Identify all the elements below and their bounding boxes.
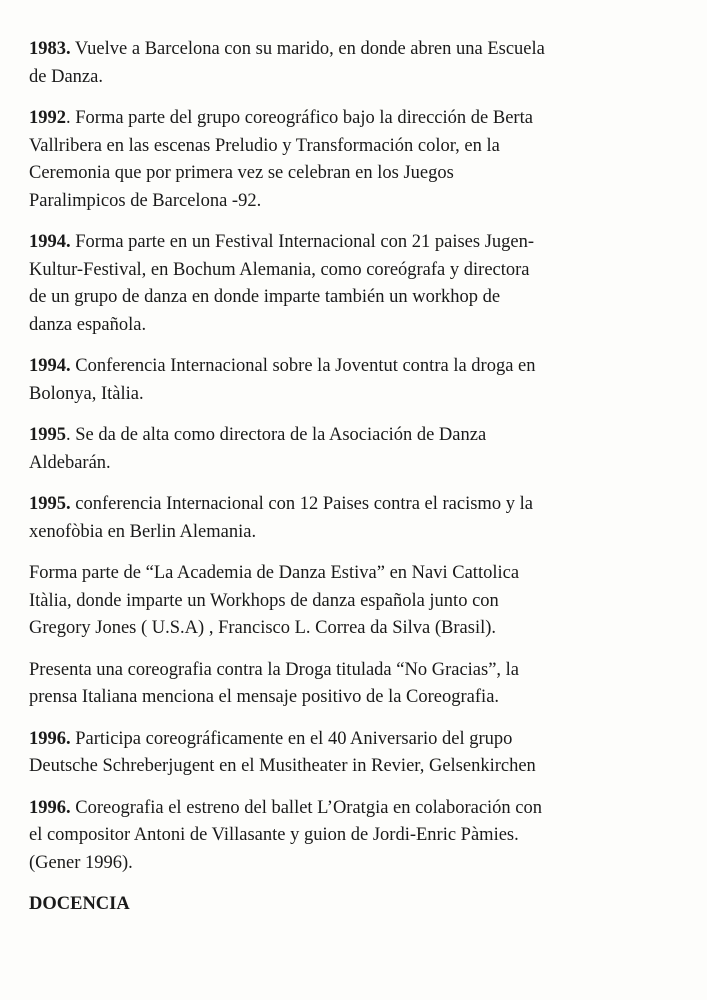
entry-year: 1996. (29, 797, 71, 818)
entry-text: . Se da de alta como directora de la Asociación de Danza Aldebarán. (29, 425, 487, 473)
entry-year: 1994. (29, 356, 71, 376)
entry-year: 1992 (29, 108, 66, 128)
entry-year: 1995 (29, 425, 66, 445)
entry-text: conferencia Internacional con 12 Paises contra el racismo y la xenofòbia en Berlin Alemania. (29, 494, 533, 542)
entry-1983 (29, 36, 679, 91)
entry-year: 1983. (29, 39, 71, 59)
entry-1995-conference (29, 491, 679, 546)
entry-1995-association (29, 422, 679, 477)
entry-1996-aniversario (29, 726, 679, 781)
entry-1996-oratgia (29, 795, 679, 878)
entry-1994-conference (29, 353, 679, 408)
entry-year: 1996. (29, 728, 71, 749)
entry-text: Forma parte de “La Academia de Danza Estiva” en Navi Cattolica Itàlia, donde imparte un Workhops de danza española junto con Gregory Jones ( U.S.A) , Francisco L. Correa da Silva (Brasil). (29, 563, 520, 638)
entry-1992 (29, 105, 679, 215)
entry-text: Forma parte en un Festival Internacional con 21 paises Jugen- Kultur-Festival, en Bochum Alemania, como coreógrafa y directora de un grupo de danza en donde imparte también un workhop de danza española. (29, 232, 535, 335)
entry-text: Participa coreográficamente en el 40 Aniversario del grupo Deutsche Schreberjugent en el Musitheater in Revier, Gelsenkirchen (29, 728, 536, 776)
entry-text: Vuelve a Barcelona con su marido, en donde abren una Escuela de Danza. (29, 39, 545, 87)
entry-year: 1995. (29, 494, 71, 514)
entry-text: Conferencia Internacional sobre la Joventut contra la droga en Bolonya, Itàlia. (29, 356, 536, 404)
entry-year: 1994. (29, 232, 71, 252)
section-heading-docencia: DOCENCIA (29, 894, 130, 914)
entry-text: Coreografia el estreno del ballet L’Oratgia en colaboración con el compositor Antoni de Villasante y guion de Jordi-Enric Pàmies. (Gener 1996). (29, 797, 543, 873)
entry-text: . Forma parte del grupo coreográfico bajo la dirección de Berta Vallribera en las escenas Preludio y Transformación color, en la Ceremonia que por primera vez se celebran en los Juegos Paralimpicos de Barcelona -92. (29, 108, 533, 211)
entry-1994-festival (29, 229, 679, 339)
document-page (29, 36, 679, 919)
entry-text: Presenta una coreografia contra la Droga titulada “No Gracias”, la prensa Italiana menciona el mensaje positivo de la Coreografia. (29, 659, 520, 707)
entry-academia-estiva (29, 560, 679, 643)
entry-no-gracias (29, 657, 679, 712)
